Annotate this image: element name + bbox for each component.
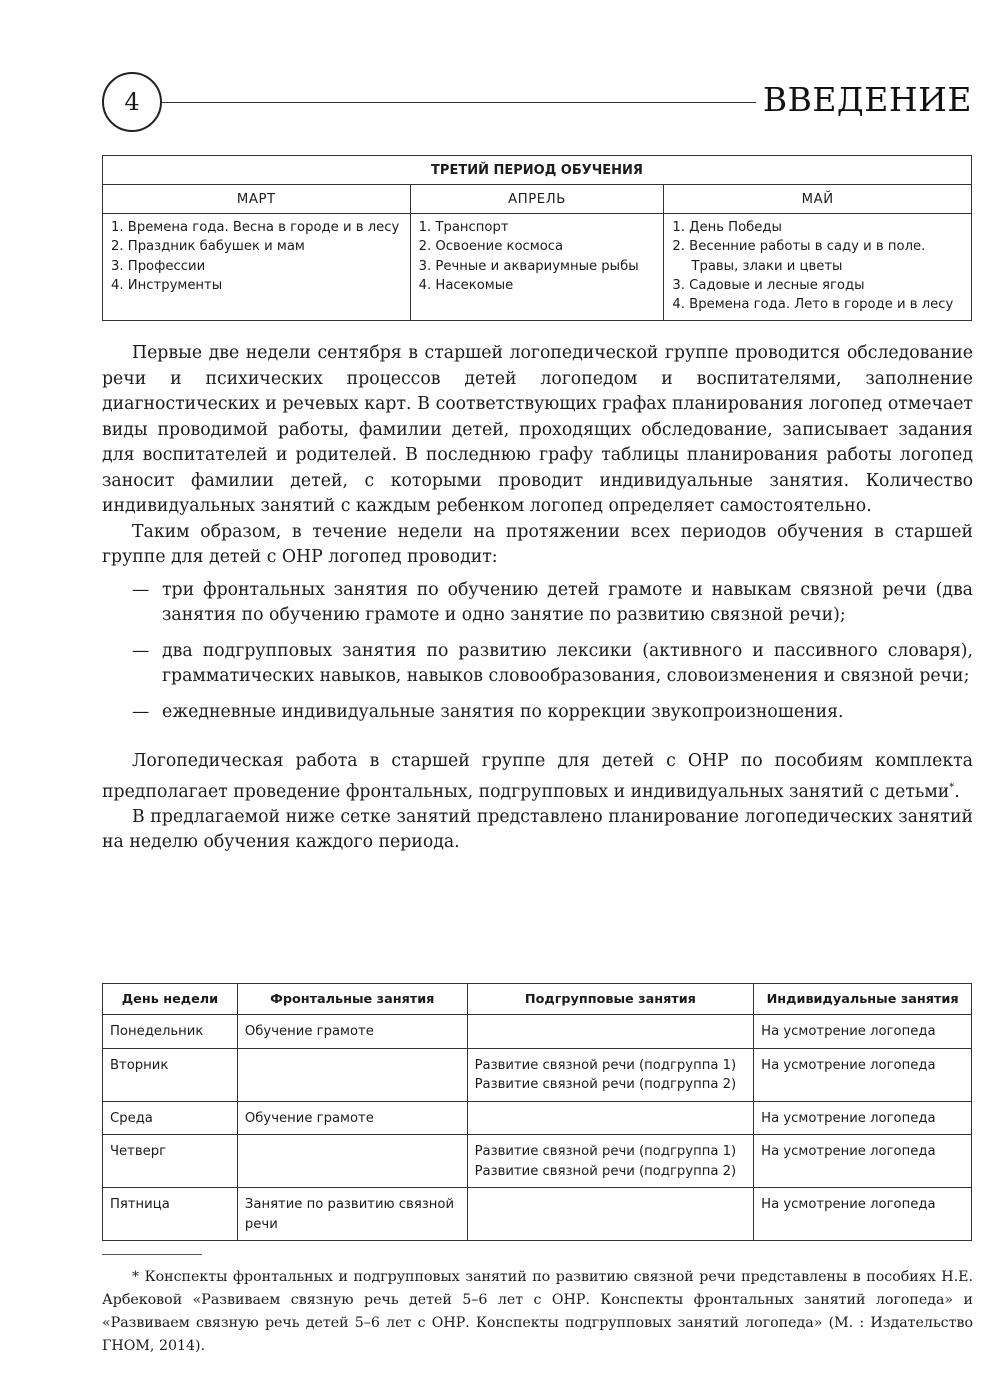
paragraph — [102, 749, 973, 805]
chapter-title: ВВЕДЕНИЕ — [762, 80, 972, 119]
page-number: 4 — [102, 72, 162, 132]
cell-subgroup — [467, 1048, 754, 1101]
header-rule — [162, 102, 756, 103]
list-item-text: два подгрупповых занятия по развитию лексики (активного и пассивного словаря), грамматических навыков, навыков словообразования, словоизменения и связной речи; — [162, 640, 973, 686]
cell-day: Среда — [103, 1101, 238, 1135]
cell-day: Понедельник — [103, 1015, 238, 1049]
footnote-rule — [102, 1254, 202, 1255]
cell-day: Пятница — [103, 1188, 238, 1241]
footnote-text: * Конспекты фронтальных и подгрупповых занятий по развитию связной речи представлены в пособиях Н.Е. Арбековой «Развиваем связную речь детей 5–6 лет с ОНР. Конспекты фронтальных занятий логопеда» и «Развиваем связную речь детей 5–6 лет с ОНР. Конспекты подгрупповых занятий логопеда» (М. : Издательство ГНОМ, 2014). — [102, 1269, 973, 1354]
subgroup-line: Развитие связной речи (подгруппа 1) — [474, 1144, 737, 1159]
header-day: День недели — [103, 984, 238, 1015]
month-march: МАРТ — [103, 185, 411, 214]
paragraph-end: . — [954, 781, 960, 802]
dash-bullet: — — [132, 640, 150, 661]
topic-item: 3. Речные и аквариумные рыбы — [418, 258, 639, 274]
cell-frontal — [237, 1135, 467, 1188]
header-frontal: Фронтальные занятия — [237, 984, 467, 1015]
dash-bullet: — — [132, 579, 150, 600]
header-individual: Индивидуальные занятия — [754, 984, 972, 1015]
cell-individual: На усмотрение логопеда — [754, 1048, 972, 1101]
paragraph-text: Логопедическая работа в старшей группе для детей с ОНР по пособиям комплекта предполагает проведение фронтальных, подгрупповых и индивидуальных занятий с детьми — [102, 751, 973, 802]
month-april: АПРЕЛЬ — [410, 185, 664, 214]
cell-day: Вторник — [103, 1048, 238, 1101]
topic-item: 2. Освоение космоса — [418, 239, 564, 255]
cell-individual: На усмотрение логопеда — [754, 1188, 972, 1241]
cell-subgroup — [467, 1135, 754, 1188]
topic-item: 3. Профессии — [111, 258, 206, 274]
topic-item: 1. День Победы — [672, 220, 782, 235]
topic-item: 1. Времена года. Весна в городе и в лесу — [111, 220, 400, 235]
april-topics — [410, 214, 664, 321]
subgroup-line: Развитие связной речи (подгруппа 1) — [474, 1057, 737, 1073]
table-row — [103, 1101, 972, 1135]
list-item — [102, 700, 973, 726]
dash-bullet: — — [132, 701, 150, 722]
period-table — [102, 155, 972, 321]
list-item — [102, 578, 973, 629]
topic-item: 2. Весенние работы в саду и в поле. Травы, злаки и цветы — [672, 239, 926, 274]
march-topics — [103, 214, 411, 321]
cell-individual: На усмотрение логопеда — [754, 1015, 972, 1049]
body-text — [102, 341, 973, 856]
cell-frontal: Обучение грамоте — [237, 1015, 467, 1049]
table-row — [103, 1015, 972, 1049]
list-item-text: ежедневные индивидуальные занятия по коррекции звукопроизношения. — [162, 701, 844, 722]
cell-subgroup — [467, 1188, 754, 1241]
month-may: МАЙ — [664, 185, 972, 214]
cell-individual: На усмотрение логопеда — [754, 1101, 972, 1135]
subgroup-line: Развитие связной речи (подгруппа 2) — [474, 1163, 737, 1179]
table-row — [103, 1135, 972, 1188]
paragraph: Таким образом, в течение недели на протяжении всех периодов обучения в старшей группе для детей с ОНР логопед проводит: — [102, 521, 973, 567]
cell-individual: На усмотрение логопеда — [754, 1135, 972, 1188]
topic-item: 4. Насекомые — [418, 277, 514, 293]
table-row — [103, 1048, 972, 1101]
period-title: ТРЕТИЙ ПЕРИОД ОБУЧЕНИЯ — [103, 156, 972, 185]
footnote-mark: * — [949, 781, 955, 793]
topic-item: 4. Времена года. Лето в городе и в лесу — [672, 297, 954, 313]
cell-subgroup — [467, 1015, 754, 1049]
list-item-text: три фронтальных занятия по обучению детей грамоте и навыкам связной речи (два занятия по обучению грамоте и одно занятие по развитию связной речи); — [162, 579, 973, 625]
schedule-table — [102, 983, 972, 1241]
cell-frontal: Обучение грамоте — [237, 1101, 467, 1135]
paragraph: В предлагаемой ниже сетке занятий представлено планирование логопедических занятий на неделю обучения каждого периода. — [102, 806, 973, 853]
topic-item: 2. Праздник бабушек и мам — [111, 239, 305, 255]
topic-item: 3. Садовые и лесные ягоды — [672, 277, 865, 293]
topic-item: 4. Инструменты — [111, 277, 223, 293]
cell-frontal — [237, 1048, 467, 1101]
cell-subgroup — [467, 1101, 754, 1135]
may-topics — [664, 214, 972, 321]
topic-item: 1. Транспорт — [418, 220, 509, 235]
cell-frontal: Занятие по развитию связной речи — [237, 1188, 467, 1241]
header-subgroup: Подгрупповые занятия — [467, 984, 754, 1015]
subgroup-line: Развитие связной речи (подгруппа 2) — [474, 1077, 737, 1092]
table-row — [103, 1188, 972, 1241]
list-item — [102, 639, 973, 690]
paragraph: Первые две недели сентября в старшей логопедической группе проводится обследование речи и психических процессов детей логопедом и воспитателями, заполнение диагностических и речевых карт. В соответствующих графах планирования логопед отмечает виды проводимой работы, фамилии детей, проходящих обследование, записывает задания для воспитателей и родителей. В последнюю графу таблицы планирования работы логопед заносит фамилии детей, с которыми проводит индивидуальные занятия. Количество индивидуальных занятий с каждым ребенком логопед определяет самостоятельно. — [102, 343, 973, 516]
footnote — [102, 1266, 973, 1358]
cell-day: Четверг — [103, 1135, 238, 1188]
